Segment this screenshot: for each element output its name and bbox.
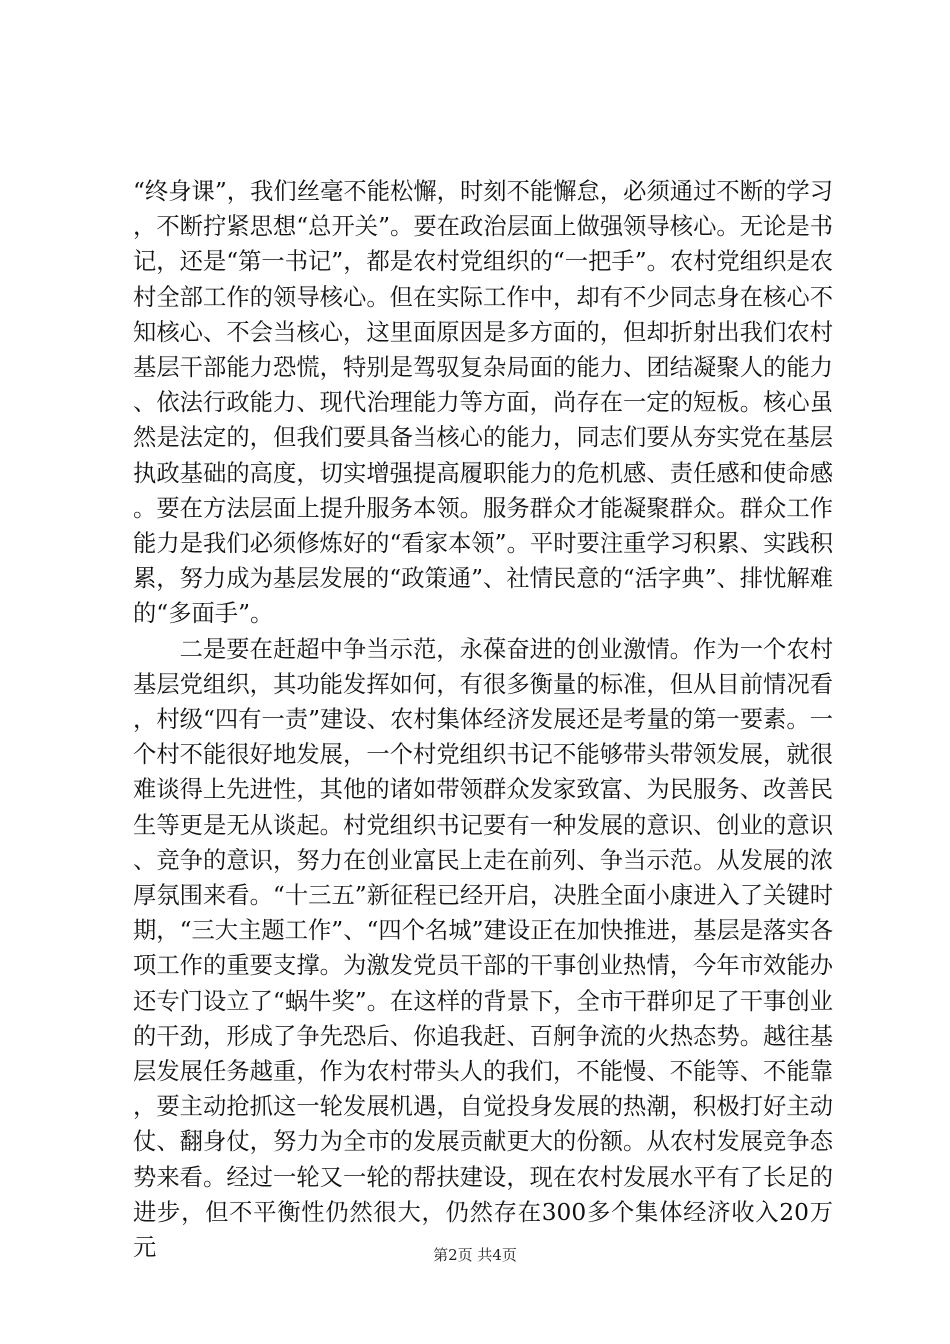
paragraph-2: 二是要在赶超中争当示范，永葆奋进的创业激情。作为一个农村基层党组织，其功能发挥如何，有很多衡量的标准，但从目前情况看，村级“四有一责”建设、农村集体经济发展还是考量的第一要素。一个村不能很好地发展，一个村党组织书记不能够带头带领发展，就很难谈得上先进性，其他的诸如带领群众发家致富、为民服务、改善民生等更是无从谈起。村党组织书记要有一种发展的意识、创业的意识、竞争的意识，努力在创业富民上走在前列、争当示范。从发展的浓厚氛围来看。“十三五”新征程已经开启，决胜全面小康进入了关键时期，“三大主题工作”、“四个名城”建设正在加快推进，基层是落实各项工作的重要支撑。为激发党员干部的干事创业热情，今年市效能办还专门设立了“蜗牛奖”。在这样的背景下，全市干群卯足了干事创业的干劲，形成了争先恐后、你追我赶、百舸争流的火热态势。越往基层发展任务越重，作为农村带头人的我们，不能慢、不能等、不能靠，要主动抢抓这一轮发展机遇，自觉投身发展的热潮，积极打好主动仗、翻身仗，努力为全市的发展贡献更大的份额。从农村发展竞争态势来看。经过一轮又一轮的帮扶建设，现在农村发展水平有了长足的进步，但不平衡性仍然很大，仍然存在300多个集体经济收入20万元: [133, 635, 833, 1262]
body-text: [133, 174, 833, 1265]
paragraph-1: “终身课”，我们丝毫不能松懈，时刻不能懈怠，必须通过不断的学习，不断拧紧思想“总开关”。要在政治层面上做强领导核心。无论是书记，还是“第一书记”，都是农村党组织的“一把手”。农村党组织是农村全部工作的领导核心。但在实际工作中，却有不少同志身在核心不知核心、不会当核心，这里面原因是多方面的，但却折射出我们农村基层干部能力恐慌，特别是驾驭复杂局面的能力、团结凝聚人的能力、依法行政能力、现代治理能力等方面，尚存在一定的短板。核心虽然是法定的，但我们要具备当核心的能力，同志们要从夯实党在基层执政基础的高度，切实增强提高履职能力的危机感、责任感和使命感。要在方法层面上提升服务本领。服务群众才能凝聚群众。群众工作能力是我们必须修炼好的“看家本领”。平时要注重学习积累、实践积累，努力成为基层发展的“政策通”、社情民意的“活字典”、排忧解难的“多面手”。: [133, 178, 833, 628]
page-footer: 第2页 共4页: [433, 1246, 517, 1264]
